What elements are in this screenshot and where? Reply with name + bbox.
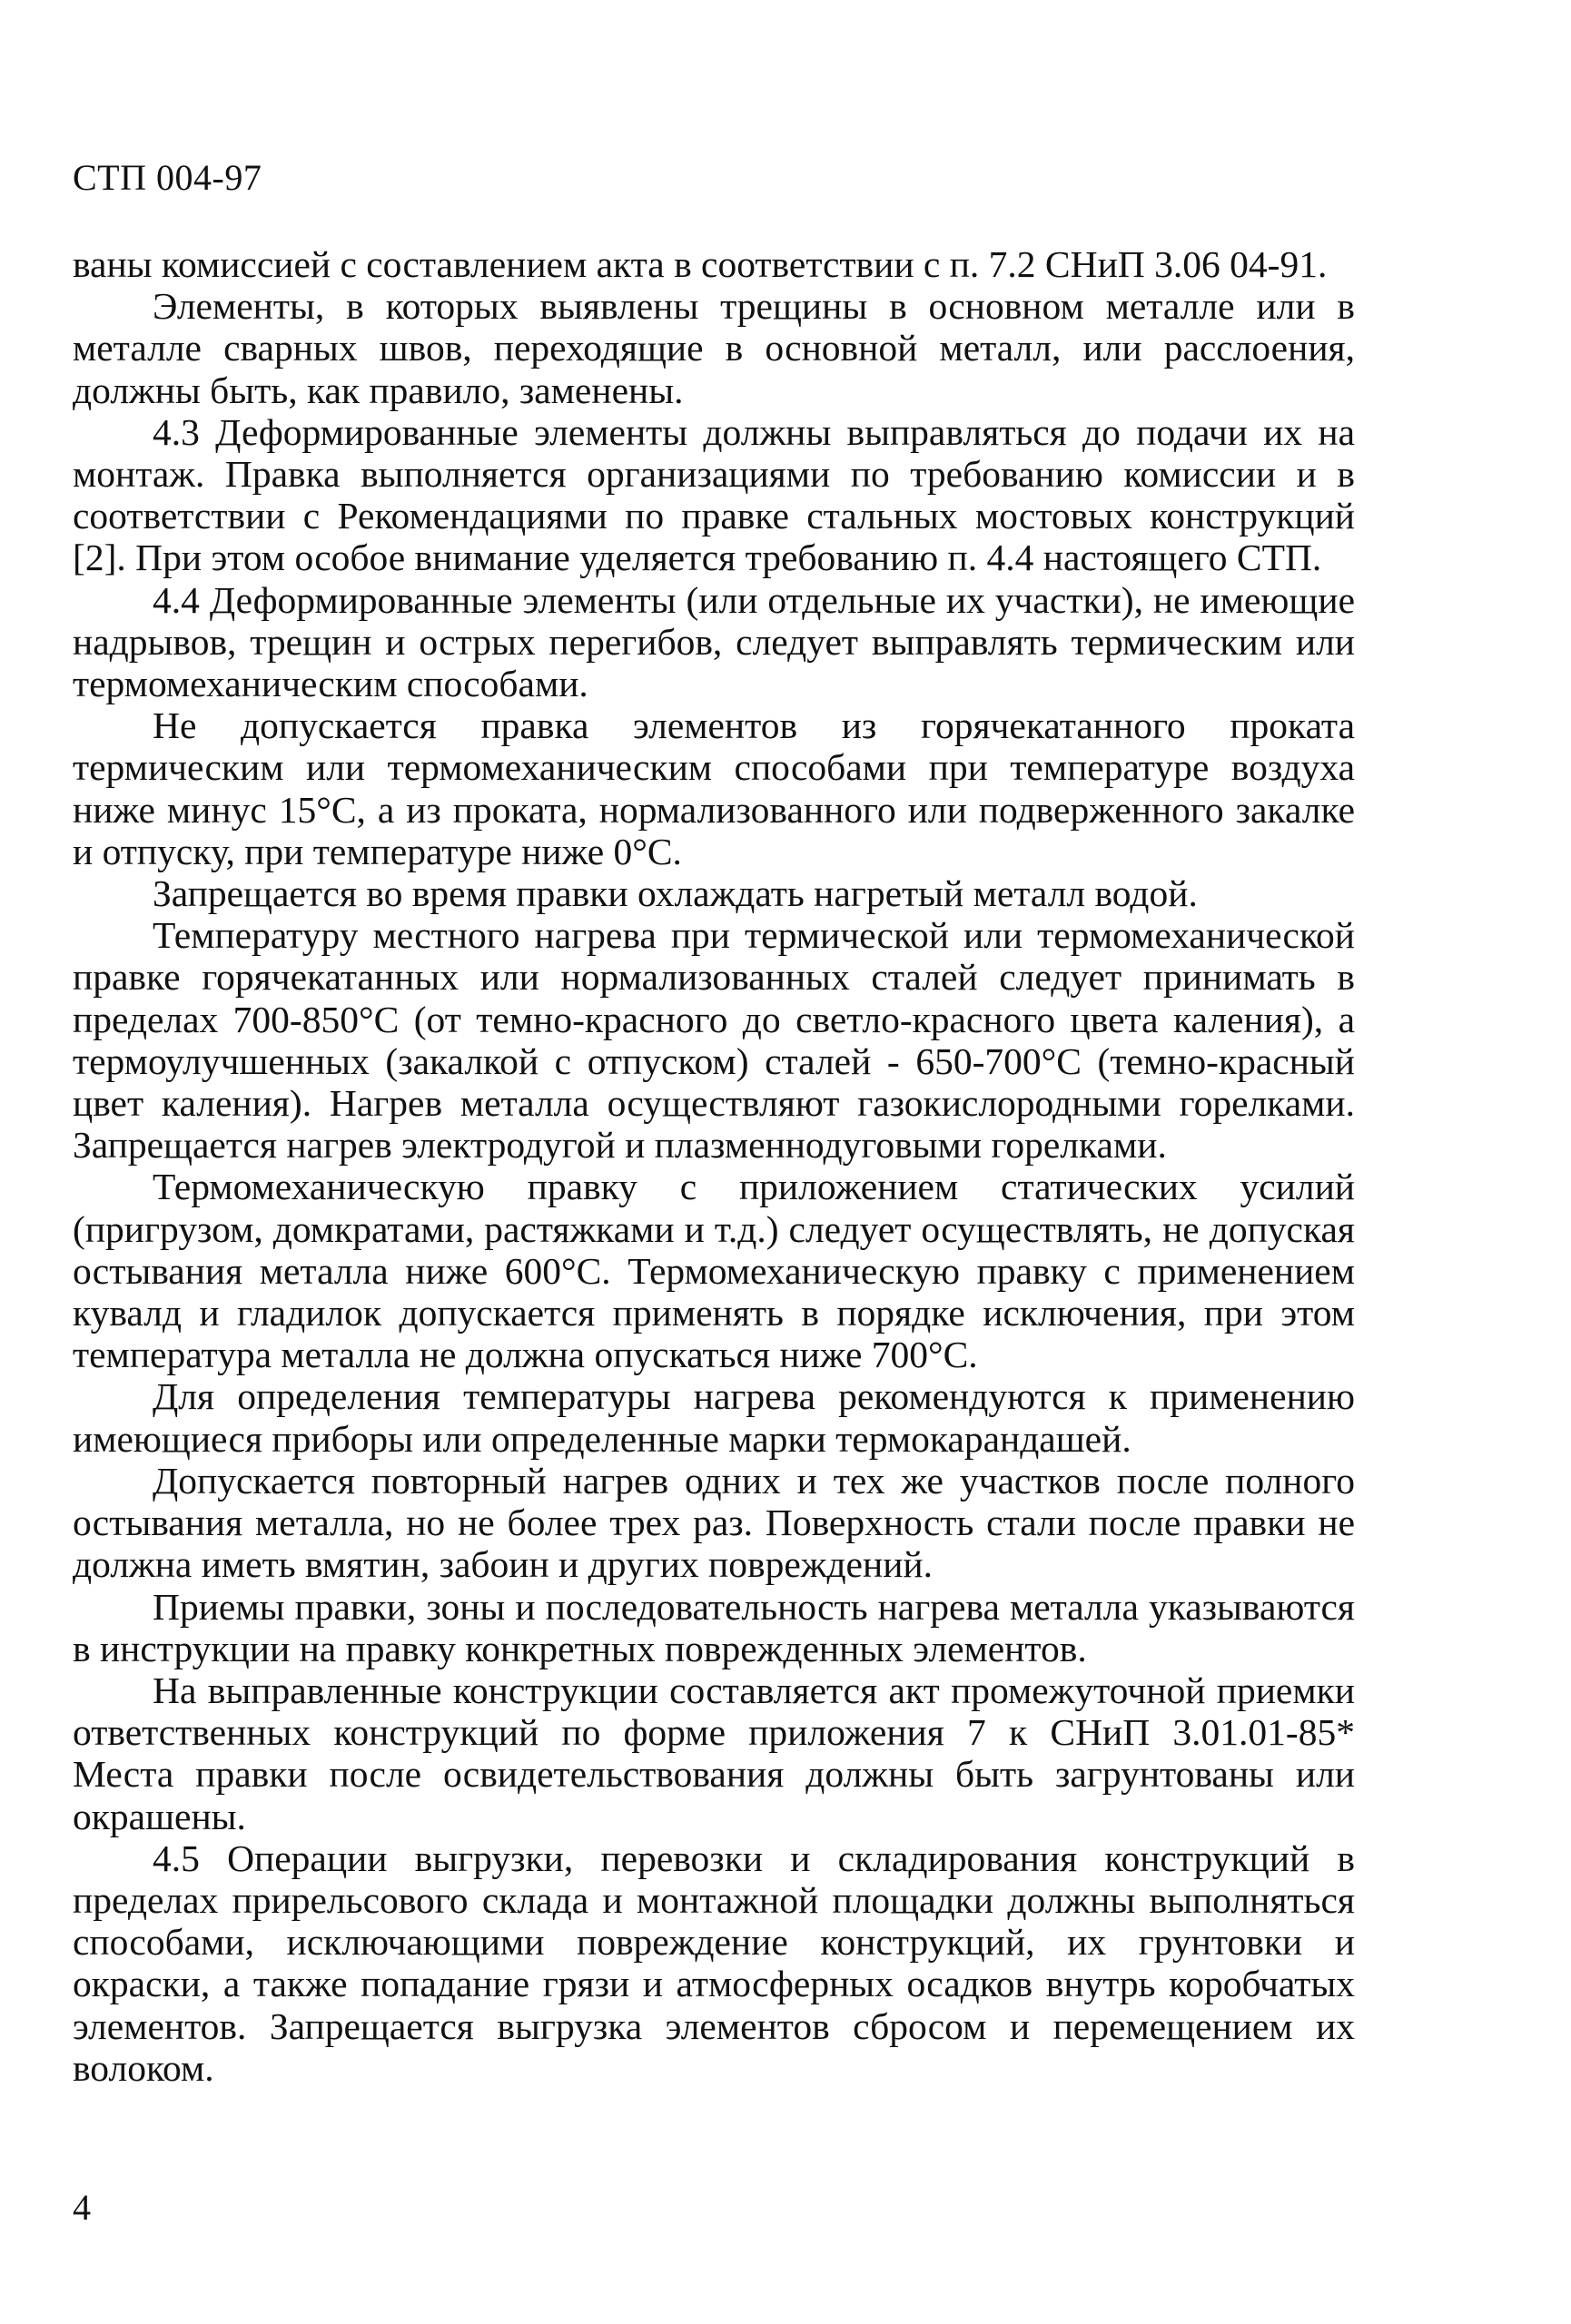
paragraph: На выправленные конструкции составляется акт промежуточной приемки ответственных конструкций по форме приложения 7 к СНиП 3.01.01-85* Места правки после освидетельствования должны быть загрунтованы или окрашены. xyxy=(73,1669,1355,1837)
paragraph: Элементы, в которых выявлены трещины в основном металле или в металле сварных швов, переходящие в основной металл, или расслоения, должны быть, как правило, заменены. xyxy=(73,285,1355,411)
paragraph: Не допускается правка элементов из горячекатанного проката термическим или термомеханическим способами при температуре воздуха ниже минус 15°С, а из проката, нормализованного или подверженного закалке и отпуску, при температуре ниже 0°С. xyxy=(73,704,1355,872)
paragraph: Допускается повторный нагрев одних и тех же участков после полного остывания металла, но не более трех раз. Поверхность стали после правки не должна иметь вмятин, забоин и других повреждений. xyxy=(73,1459,1355,1586)
paragraph: ваны комиссией с составлением акта в соответствии с п. 7.2 СНиП 3.06 04-91. xyxy=(73,243,1328,285)
page-number: 4 xyxy=(73,2187,91,2228)
document-code-header: СТП 004-97 xyxy=(73,157,262,198)
paragraph: Запрещается во время правки охлаждать нагретый металл водой. xyxy=(153,872,1198,915)
paragraph-section-4-5: 4.5 Операции выгрузки, перевозки и складирования конструкций в пределах прирельсового склада и монтажной площадки должны выполняться способами, исключающими повреждение конструкций, их грунтовки и окраски, а также попадание грязи и атмосферных осадков внутрь коробчатых элементов. Запрещается выгрузка элементов сбросом и перемещением их волоком. xyxy=(73,1837,1355,2089)
body-text xyxy=(73,243,1355,2089)
paragraph-section-4-4: 4.4 Деформированные элементы (или отдельные их участки), не имеющие надрывов, трещин и острых перегибов, следует выправлять термическим или термомеханическим способами. xyxy=(73,578,1355,705)
paragraph: Температуру местного нагрева при термической или термомеханической правке горячекатанных или нормализованных сталей следует принимать в пределах 700-850°С (от темно-красного до светло-красного цвета каления), а термоулучшенных (закалкой с отпуском) сталей - 650-700°С (темно-красный цвет каления). Нагрев металла осуществляют газокислородными горелками. Запрещается нагрев электродугой и плазменнодуговыми горелками. xyxy=(73,914,1355,1167)
paragraph: Термомеханическую правку с приложением статических усилий (пригрузом, домкратами, растяжками и т.д.) следует осуществлять, не допуская остывания металла ниже 600°С. Термомеханическую правку с применением кувалд и гладилок допускается применять в порядке исключения, при этом температура металла не должна опускаться ниже 700°С. xyxy=(73,1166,1355,1376)
paragraph-section-4-3: 4.3 Деформированные элементы должны выправляться до подачи их на монтаж. Правка выполняется организациями по требованию комиссии и в соответствии с Рекомендациями по правке стальных мостовых конструкций [2]. При этом особое внимание уделяется требованию п. 4.4 настоящего СТП. xyxy=(73,410,1355,579)
paragraph: Для определения температуры нагрева рекомендуются к применению имеющиеся приборы или определенные марки термокарандашей. xyxy=(73,1375,1355,1460)
paragraph: Приемы правки, зоны и последовательность нагрева металла указываются в инструкции на правку конкретных поврежденных элементов. xyxy=(73,1585,1355,1669)
